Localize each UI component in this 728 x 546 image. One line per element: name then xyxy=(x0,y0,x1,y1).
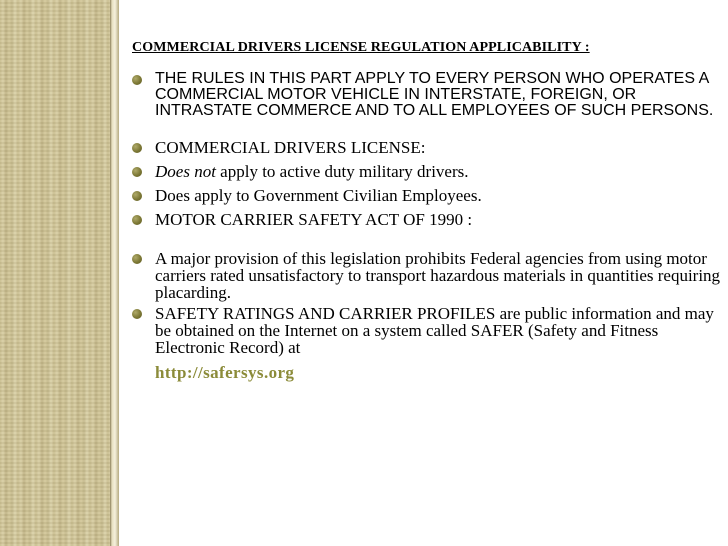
list-item xyxy=(132,139,722,156)
list-item-text: THE RULES IN THIS PART APPLY TO EVERY PERSON WHO OPERATES A COMMERCIAL MOTOR VEHICLE IN INTERSTATE, FOREIGN, OR INTRASTATE COMMERCE AND TO ALL EMPLOYEES OF SUCH PERSONS. xyxy=(155,70,714,119)
stripe-panel-border xyxy=(110,0,119,546)
list-item xyxy=(132,163,722,180)
bullet-list xyxy=(132,71,722,381)
list-item xyxy=(132,211,722,228)
list-item-text: MOTOR CARRIER SAFETY ACT OF 1990 : xyxy=(155,210,473,229)
list-item-text: COMMERCIAL DRIVERS LICENSE: xyxy=(155,138,426,157)
bullet-icon xyxy=(132,254,142,264)
list-item xyxy=(132,71,722,119)
list-item-text: A major provision of this legislation prohibits Federal agencies from using motor carriers rated unsatisfactory to transport hazardous materials in quantities requiring placarding. xyxy=(155,249,721,302)
list-item xyxy=(132,187,722,204)
safer-link[interactable]: http://safersys.org xyxy=(155,363,295,382)
bullet-icon xyxy=(132,215,142,225)
bullet-icon xyxy=(132,167,142,177)
bullet-icon xyxy=(132,191,142,201)
list-item-text: Does apply to Government Civilian Employees. xyxy=(155,186,482,205)
list-item xyxy=(132,250,722,301)
slide-heading: COMMERCIAL DRIVERS LICENSE REGULATION APPLICABILITY : xyxy=(132,40,590,55)
list-item-text: apply to active duty military drivers. xyxy=(215,162,469,181)
list-item-emphasis: Does not xyxy=(155,162,216,181)
list-item-text: SAFETY RATINGS AND CARRIER PROFILES are public information and may be obtained on the Internet on a system called SAFER (Safety and Fitness Electronic Record) at xyxy=(155,304,714,357)
bullet-icon xyxy=(132,75,142,85)
decorative-stripe-panel xyxy=(0,0,110,546)
bullet-icon xyxy=(132,143,142,153)
bullet-icon xyxy=(132,309,142,319)
list-item xyxy=(132,305,722,381)
slide-content xyxy=(132,40,722,381)
